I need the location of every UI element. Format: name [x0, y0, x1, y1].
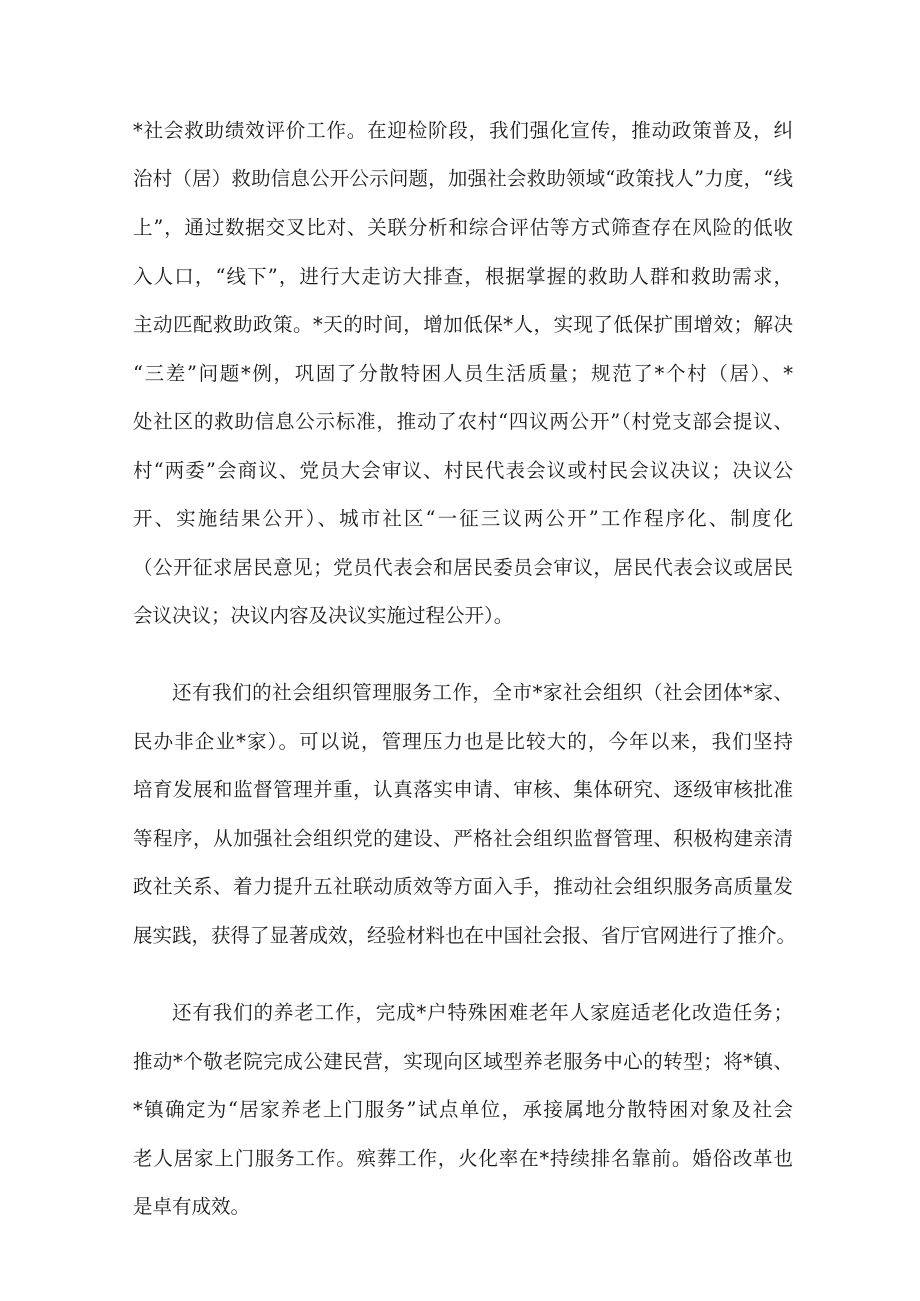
- text-line: 开、实施结果公开）、城市社区“一征三议两公开”工作程序化、制度化: [133, 507, 793, 530]
- text-line: 培育发展和监督管理并重，认真落实申请、审核、集体研究、逐级审核批准: [133, 778, 793, 801]
- text-line: 入人口，“线下”，进行大走访大排查，根据掌握的救助人群和救助需求，: [133, 265, 793, 288]
- text-line: 村“两委”会商议、党员大会审议、村民代表会议或村民会议决议；决议公: [133, 459, 793, 482]
- text-line: 等程序，从加强社会组织党的建设、严格社会组织监督管理、积极构建亲清: [133, 827, 793, 850]
- text-line: 推动*个敬老院完成公建民营，实现向区域型养老服务中心的转型；将*镇、: [133, 1050, 793, 1073]
- text-line: “三差”问题*例，巩固了分散特困人员生活质量；规范了*个村（居）、*: [133, 362, 793, 385]
- text-line: *社会救助绩效评价工作。在迎检阶段，我们强化宣传，推动政策普及，纠: [133, 119, 793, 142]
- text-line: 还有我们的社会组织管理服务工作，全市*家社会组织（社会团体*家、: [172, 681, 793, 704]
- text-line: 处社区的救助信息公示标准，推动了农村“四议两公开”（村党支部会提议、: [133, 410, 793, 433]
- text-line: 主动匹配救助政策。*天的时间，增加低保*人，实现了低保扩围增效；解决: [133, 313, 793, 336]
- text-line: 民办非企业*家）。可以说，管理压力也是比较大的，今年以来，我们坚持: [133, 730, 793, 753]
- text-line: 上”，通过数据交叉比对、关联分析和综合评估等方式筛查存在风险的低收: [133, 216, 793, 239]
- text-line: 老人居家上门服务工作。殡葬工作，火化率在*持续排名靠前。婚俗改革也: [133, 1147, 793, 1170]
- text-line: 会议决议；决议内容及决议实施过程公开）。: [133, 604, 514, 627]
- text-line: 还有我们的养老工作，完成*户特殊困难老年人家庭适老化改造任务；: [172, 1001, 793, 1024]
- text-line: *镇确定为“居家养老上门服务”试点单位，承接属地分散特困对象及社会: [133, 1098, 793, 1121]
- text-line: 是卓有成效。: [133, 1195, 251, 1218]
- text-line: （公开征求居民意见；党员代表会和居民委员会审议，居民代表会议或居民: [133, 556, 793, 579]
- text-line: 治村（居）救助信息公开公示问题，加强社会救助领域“政策找人”力度，“线: [133, 167, 793, 190]
- text-line: 展实践，获得了显著成效，经验材料也在中国社会报、省厅官网进行了推介。: [133, 924, 797, 947]
- text-line: 政社关系、着力提升五社联动质效等方面入手，推动社会组织服务高质量发: [133, 875, 793, 898]
